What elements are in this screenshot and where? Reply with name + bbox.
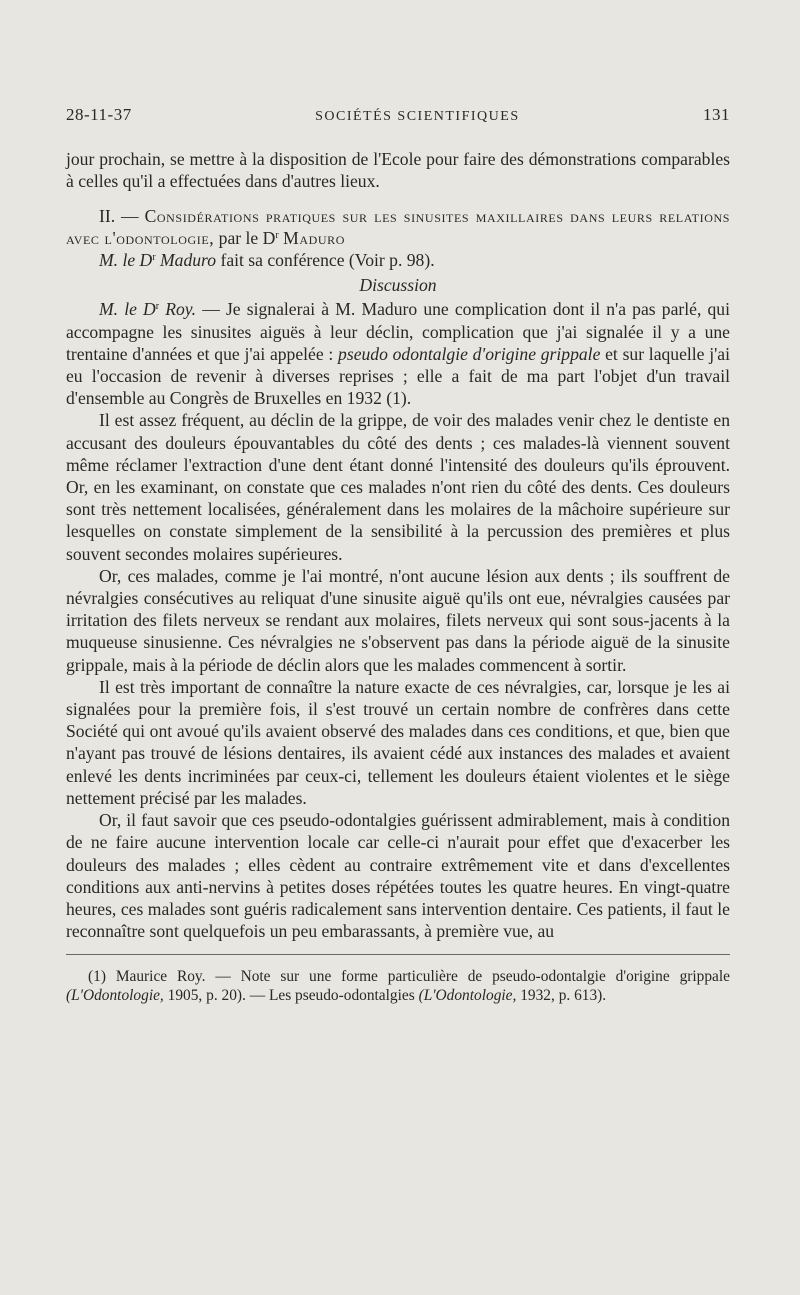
section-title: Considérations pratiques sur les sinusites maxillaires dans leurs relations avec l'odontologie, <box>66 205 730 248</box>
header-date: 28-11-37 <box>66 105 132 124</box>
body-paragraph-1: Il est assez fréquent, au déclin de la grippe, de voir des malades venir chez le dentiste en accusant des douleurs épouvantables du côté des dents ; ces malades-là viennent souvent même réclamer l'extraction d'une dent étant donné l'intensité des douleurs qu'ils éprouvent. Or, en les examinant, on constate que ces malades n'ont rien du côté des dents. Ces douleurs sont très nettement localisées, généralement dans les molaires de la mâchoire supérieure sur lesquelles on constate simplement de la sensibilité à la percussion des premières et plus souvent secondes molaires supérieures. <box>66 410 730 564</box>
footnote-marker: (1) <box>88 968 106 986</box>
footnote-text-c: 1932, p. 613). <box>520 987 607 1005</box>
section-author: Maduro <box>283 227 345 248</box>
body-paragraph-3: Il est très important de connaître la nature exacte de ces névralgies, car, lorsque je les ai signalées pour la première fois, il s'est trouvé un certain nombre de confrères dans cette Société qui ont avoué qu'ils avaient observé des malades dans ces conditions, et que, bien que n'ayant pas trouvé de lésions dentaires, ils avaient cédé aux instances des malades et avaient enlevé les dents incriminées par ceux-ci, tellement les douleurs étaient violentes et le siège nettement précisé par les malades. <box>66 676 730 808</box>
journal-page <box>66 104 730 1005</box>
running-title: SOCIÉTÉS SCIENTIFIQUES <box>315 109 520 124</box>
page-number: 131 <box>703 105 730 124</box>
discussion-heading: Discussion <box>359 275 437 296</box>
intro-text: fait sa conférence (Voir p. 98). <box>220 250 435 271</box>
carryover-paragraph: jour prochain, se mettre à la disposition de l'Ecole pour faire des démonstrations comparables à celles qu'il a effectuées dans d'autres lieux. <box>66 149 730 192</box>
roy-italic-term: pseudo odontalgie d'origine grippale <box>338 343 601 364</box>
section-heading <box>66 205 730 249</box>
roy-text-a: — Je signalerai à M. Maduro une complication dont il n'a pas parlé, qui accompagne les sinusites aiguës à leur déclin, complication que j'ai signalée il y a une trentaine d'années et que j'ai appelée : <box>66 299 730 364</box>
footnote <box>66 967 730 1005</box>
paragraph-roy <box>66 298 730 409</box>
intro-speaker-prefix: M. le D <box>99 250 153 271</box>
footnote-text-b: 1905, p. 20). — Les pseudo-odontalgies <box>167 987 415 1005</box>
roy-text-b: et sur laquelle j'ai eu l'occasion de revenir à diverses reprises ; elle a fait de ma part l'objet d'un travail d'ensemble au Congrès de Bruxelles en 1932 (1). <box>66 343 730 409</box>
footnote-journal-2: (L'Odontologie, <box>418 987 517 1005</box>
section-number: II. — <box>99 205 139 226</box>
body-paragraph-4: Or, il faut savoir que ces pseudo-odontalgies guérissent admirablement, mais à condition de ne faire aucune intervention locale car celle-ci n'aurait pour effet que d'exacerber les douleurs des malades ; elles cèdent au contraire extrêmement vite et dans d'excellentes conditions aux anti-nervins à petites doses répétées toutes les quatre heures. En vingt-quatre heures, ces malades sont guéris radicalement sans intervention dentaire. Ces patients, il faut le reconnaître sont quelquefois un peu embarassants, à première vue, au <box>66 810 730 942</box>
footnote-divider <box>66 954 730 955</box>
roy-speaker-prefix: M. le D <box>99 299 156 320</box>
intro-speaker: Maduro <box>160 250 217 271</box>
roy-sup: r <box>155 301 160 313</box>
section-by: par le D <box>218 227 276 248</box>
intro-paragraph <box>66 249 730 271</box>
intro-sup: r <box>152 252 156 264</box>
footnote-journal-1: (L'Odontologie, <box>66 987 164 1005</box>
running-header <box>66 104 730 128</box>
section-sup: r <box>275 229 279 241</box>
roy-speaker: Roy. <box>165 299 197 320</box>
footnote-text-a: Maurice Roy. — Note sur une forme particulière de pseudo-odontalgie d'origine grippale <box>115 968 730 986</box>
body-paragraph-2: Or, ces malades, comme je l'ai montré, n'ont aucune lésion aux dents ; ils souffrent de névralgies consécutives au reliquat d'une sinusite aiguë qu'ils ont eue, névralgies causées par irritation des filets nerveux se rendant aux molaires, filets nerveux qui sont sous-jacents à la muqueuse sinusienne. Ces névralgies ne s'observent pas dans la période aiguë de la sinusite grippale, mais à la période de déclin alors que les malades commencent à sortir. <box>66 565 730 675</box>
